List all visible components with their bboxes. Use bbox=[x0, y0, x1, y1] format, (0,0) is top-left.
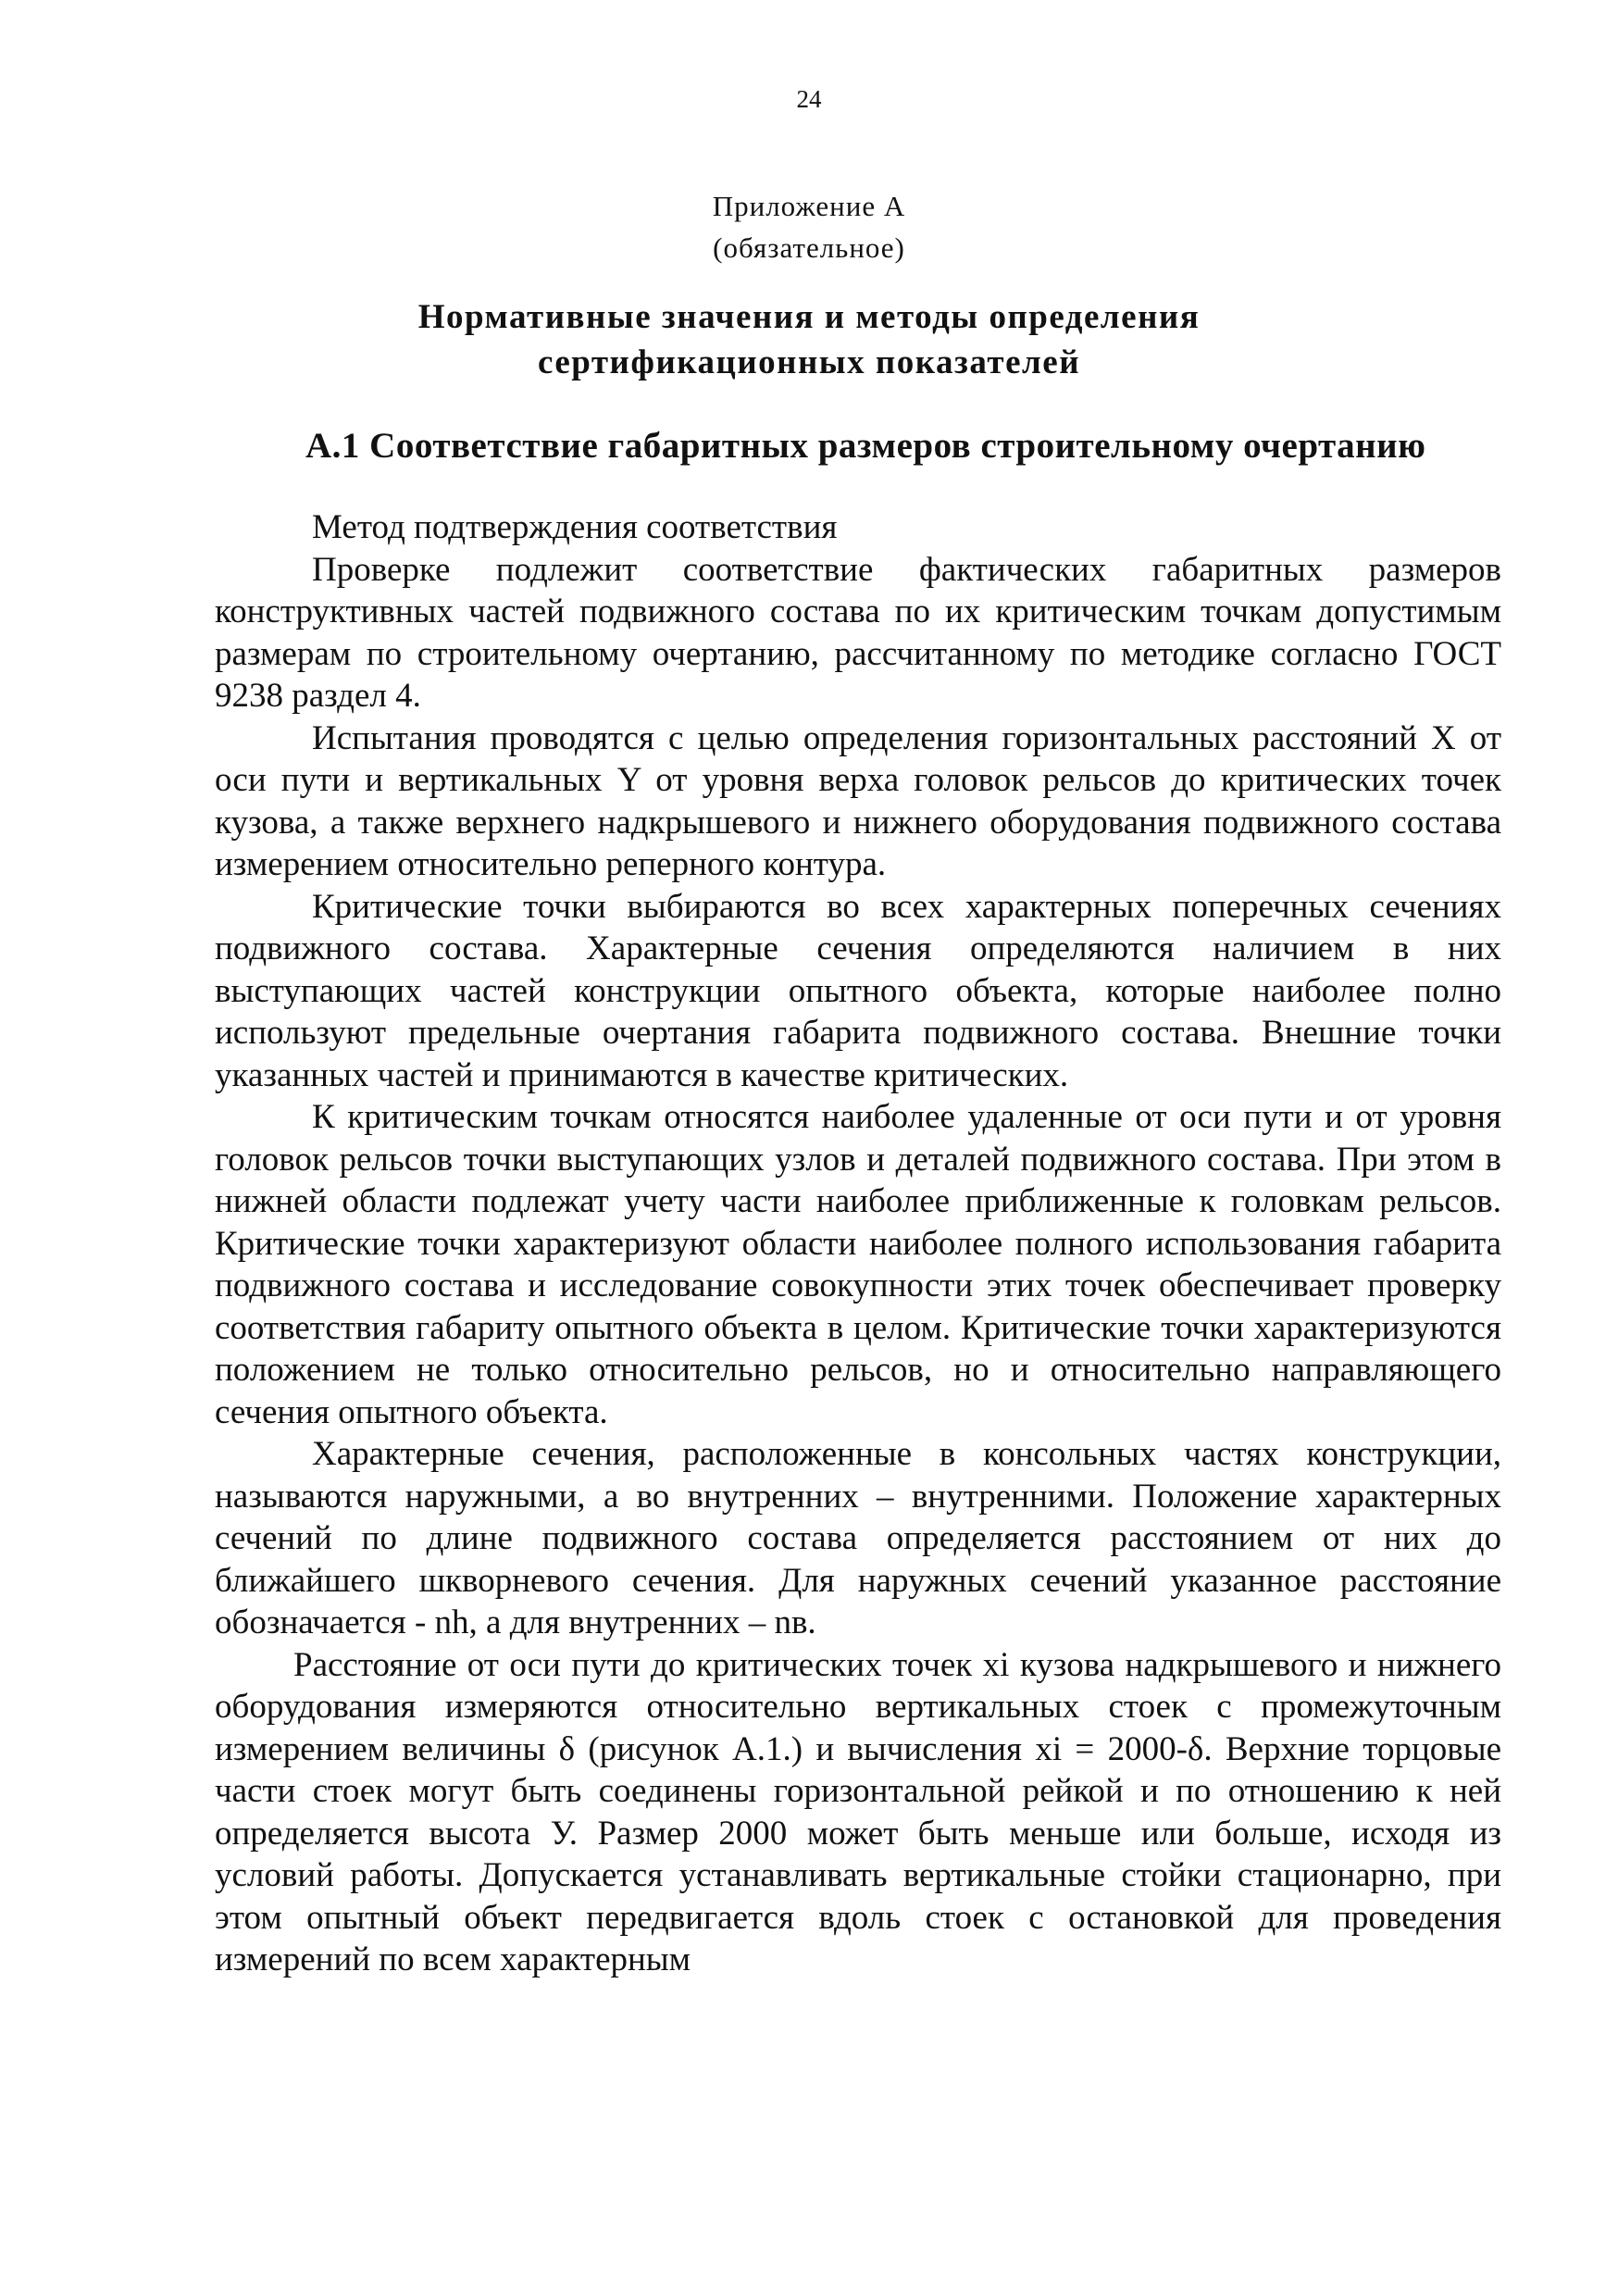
appendix-label: Приложение А bbox=[712, 190, 906, 222]
page-title bbox=[0, 294, 1618, 385]
page-title-line-2: сертификационных показателей bbox=[537, 343, 1081, 381]
appendix-status: (обязательное) bbox=[713, 231, 905, 264]
paragraph: К критическим точкам относятся наиболее удаленные от оси пути и от уровня головок рельсов точки выступающих узлов и деталей подвижного состава. При этом в нижней области подлежат учету части наиболее приближенные к головкам рельсов. Критические точки характеризуют области наиболее полного использования габарита подвижного состава и исследование совокупности этих точек обеспечивает проверку соответствия габариту опытного объекта в целом. Критические точки характеризуются положением не только относительно рельсов, но и относительно направляющего сечения опытного объекта. bbox=[215, 1098, 1501, 1431]
body-text bbox=[215, 506, 1501, 1981]
paragraph: Расстояние от оси пути до критических точек xi кузова надкрышевого и нижнего оборудования измеряются относительно вертикальных стоек с промежуточным измерением величины δ (рисунок А.1.) и вычисления xi = 2000-δ. Верхние торцовые части стоек могут быть соединены горизонтальной рейкой и по отношению к ней определяется высота У. Размер 2000 может быть меньше или больше, исходя из условий работы. Допускается устанавливать вертикальные стойки стационарно, при этом опытный объект передвигается вдоль стоек с остановкой для проведения измерений по всем характерным bbox=[215, 1645, 1501, 1978]
page-number: 24 bbox=[796, 85, 822, 113]
paragraph: Характерные сечения, расположенные в консольных частях конструкции, называются наружными, а во внутренних – внутренними. Положение характерных сечений по длине подвижного состава определяется расстоянием от них до ближайшего шкворневого сечения. Для наружных сечений указанное расстояние обозначается - nh, а для внутренних – nв. bbox=[215, 1435, 1501, 1641]
paragraph: Проверке подлежит соответствие фактических габаритных размеров конструктивных частей подвижного состава по их критическим точкам допустимым размерам по строительному очертанию, рассчитанному по методике согласно ГОСТ 9238 раздел 4. bbox=[215, 550, 1501, 715]
appendix-header bbox=[0, 185, 1618, 268]
paragraph: Испытания проводятся с целью определения горизонтальных расстояний X от оси пути и вертикальных Y от уровня верха головок рельсов до критических точек кузова, а также верхнего надкрышевого и нижнего оборудования подвижного состава измерением относительно реперного контура. bbox=[215, 718, 1501, 883]
page-title-line-1: Нормативные значения и методы определения bbox=[417, 298, 1201, 336]
paragraph: Критические точки выбираются во всех характерных поперечных сечениях подвижного состава. Характерные сечения определяются наличием в них выступающих частей конструкции опытного объекта, которые наиболее полно используют предельные очертания габарита подвижного состава. Внешние точки указанных частей и принимаются в качестве критических. bbox=[215, 887, 1501, 1094]
section-heading: А.1 Соответствие габаритных размеров строительному очертанию bbox=[305, 426, 1426, 466]
paragraph-method: Метод подтверждения соответствия bbox=[312, 508, 838, 546]
